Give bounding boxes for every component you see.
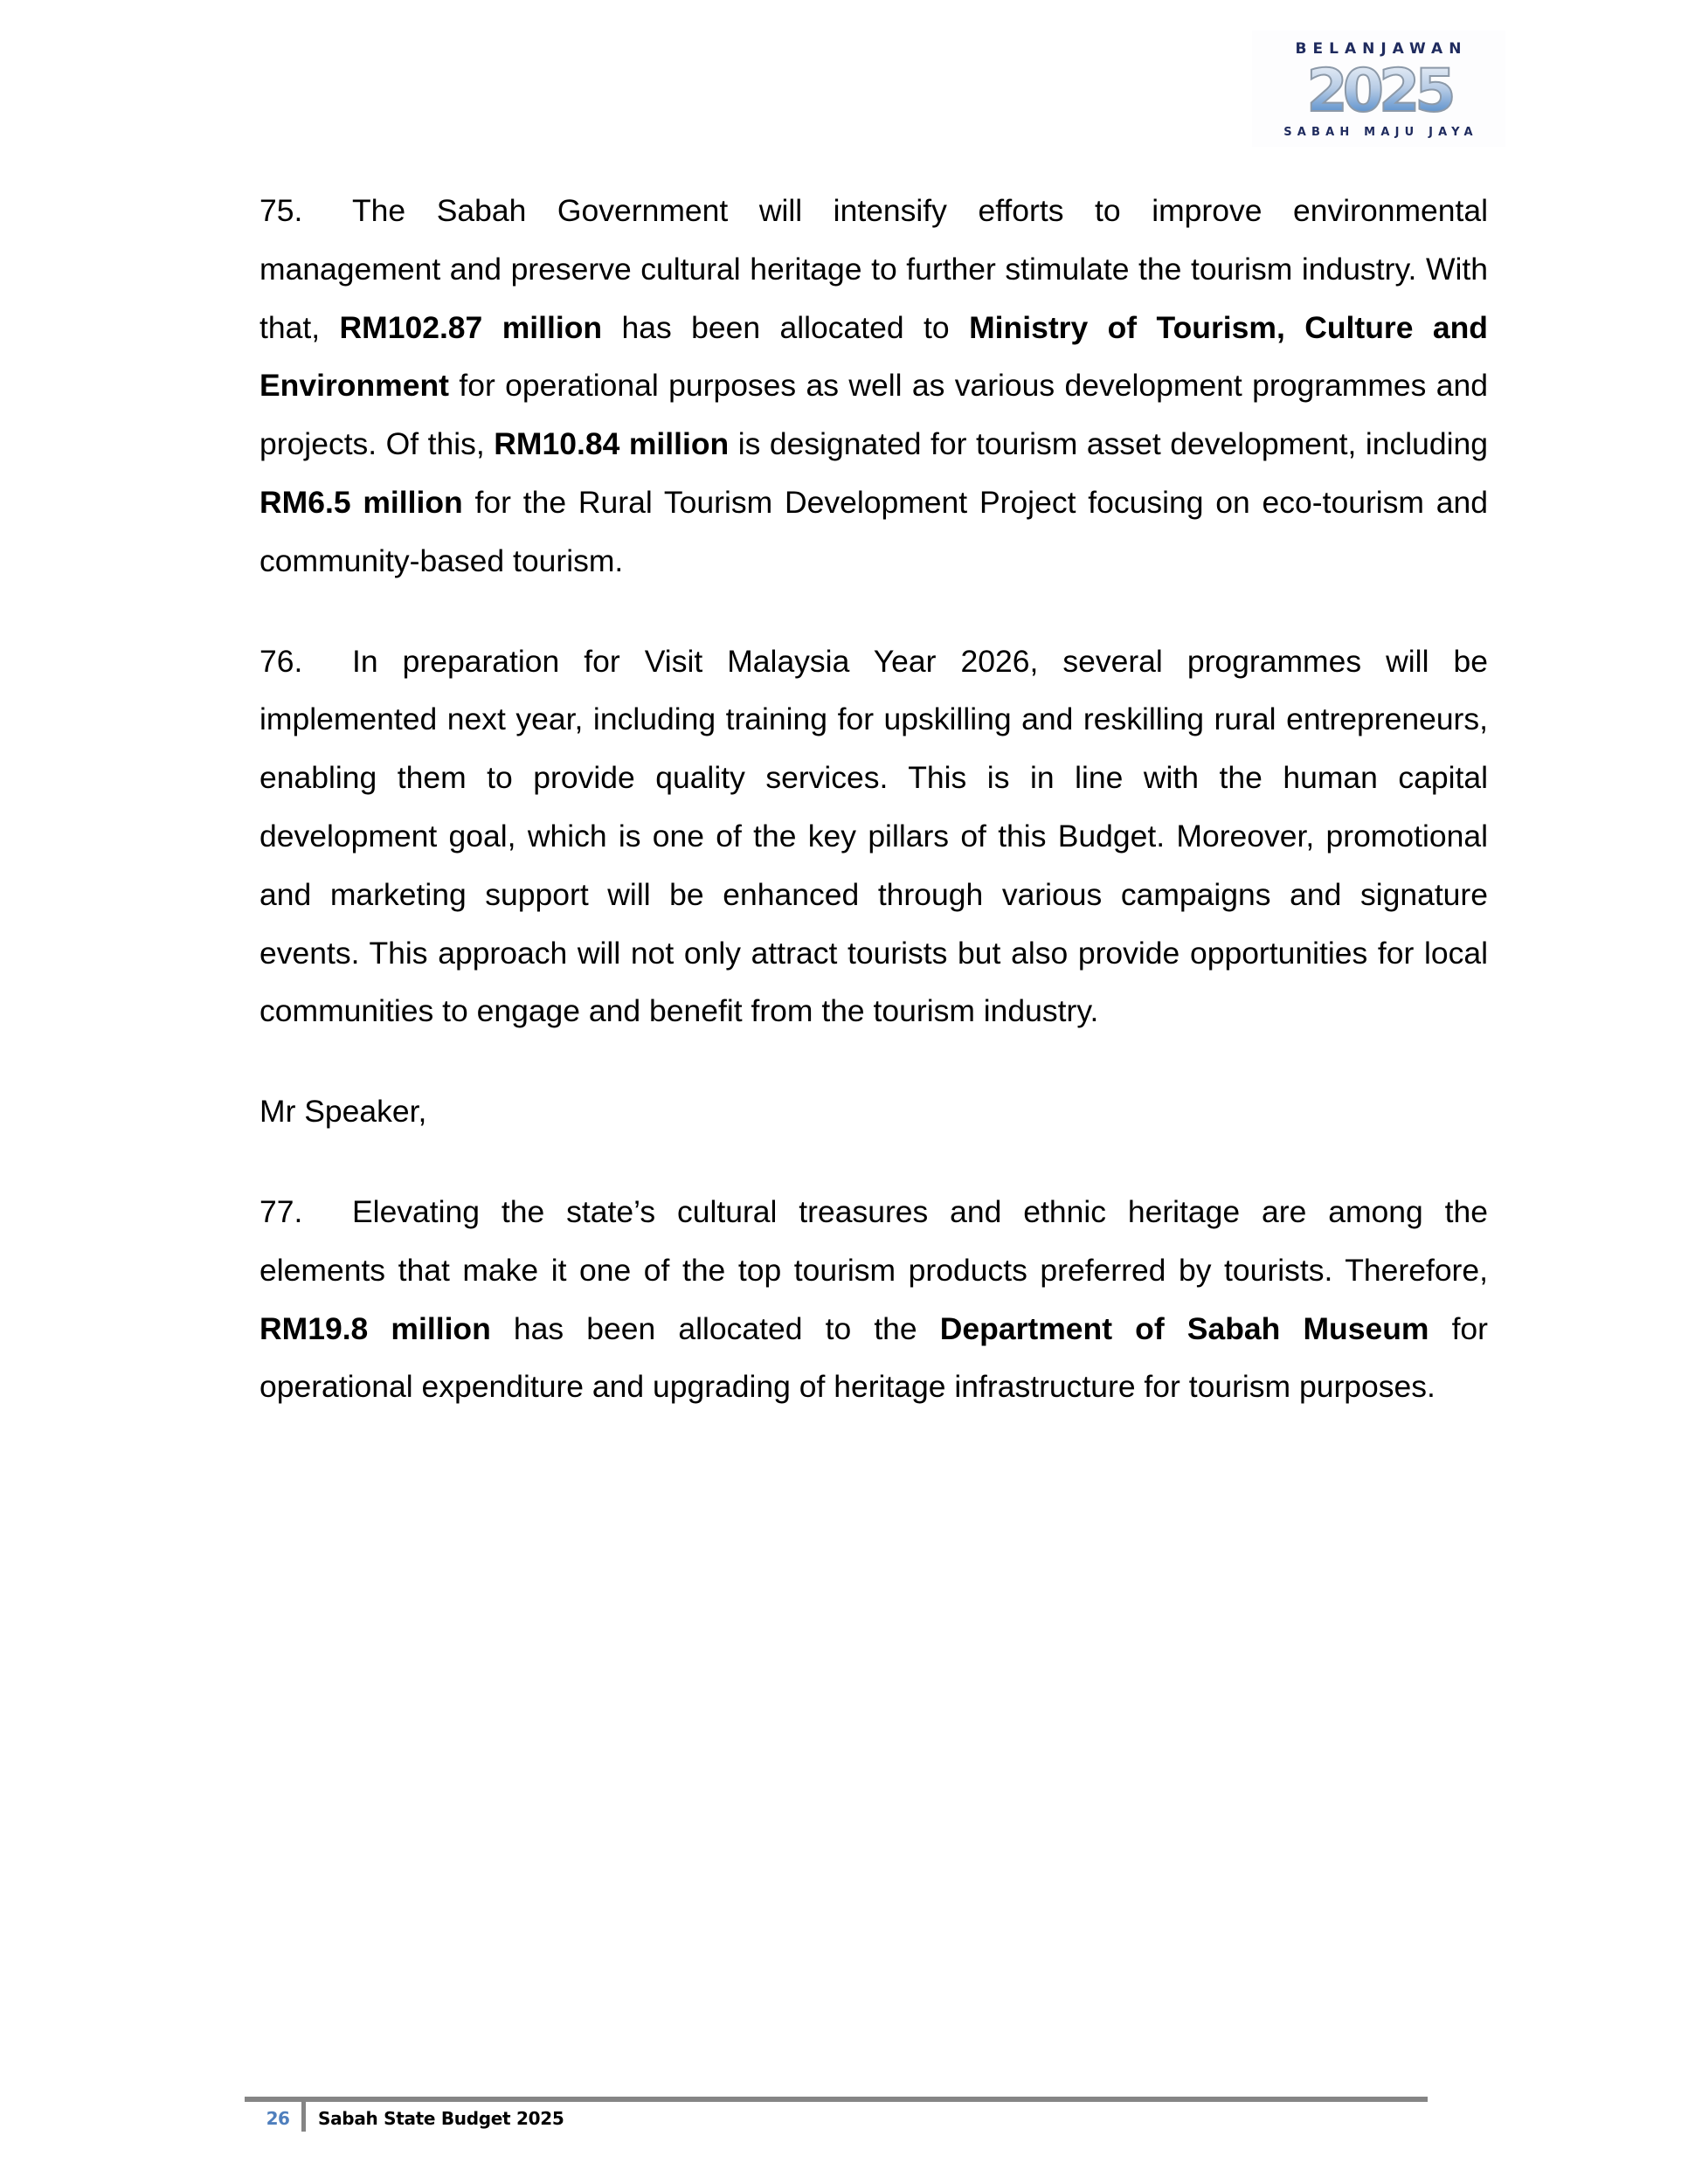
page-number: 26 [266, 2108, 290, 2129]
bold-text: RM102.87 million [339, 309, 603, 345]
bold-text: RM10.84 million [494, 426, 730, 462]
text-run: for operational expenditure and upgrading of heritage infrastructure for tourism purposes. [259, 1310, 1488, 1405]
paragraph-text [259, 193, 1488, 578]
text-run: has been allocated to the [490, 1310, 940, 1346]
paragraph-76 [259, 632, 1488, 1041]
bold-text: RM6.5 million [259, 484, 463, 520]
paragraph-number: 77. [259, 1193, 303, 1229]
text-run: In preparation for Visit Malaysia Year 2026, several programmes will be implemented next year, including training for upskilling and reskilling rural entrepreneurs, enabling them to provide quality services. This is in line with the human capital development goal, which is one of the key pillars of this Budget. Moreover, promotional and marketing support will be enhanced through various campaigns and signature events. This approach will not only attract tourists but also provide opportunities for local communities to engage and benefit from the tourism industry. [259, 643, 1488, 1029]
paragraph-75 [259, 182, 1488, 591]
footer-rule [245, 2097, 1428, 2102]
text-run: for the Rural Tourism Development Project focusing on eco-tourism and community-based tourism. [259, 484, 1488, 578]
logo-year [1252, 62, 1505, 118]
paragraph-text [259, 644, 1488, 1029]
bold-text: RM19.8 million [259, 1310, 491, 1346]
paragraph-77 [259, 1183, 1488, 1416]
bold-text: Department of Sabah Museum [939, 1310, 1429, 1346]
text-run: for operational purposes as well as various development programmes and projects. Of this, [259, 368, 1488, 462]
text-run: Mr Speaker, [259, 1094, 427, 1130]
logo-year-graphic [1278, 62, 1479, 118]
paragraph-number: 75. [259, 193, 303, 228]
paragraph-text [259, 1194, 1488, 1404]
belanjawan-2025-logo [1252, 31, 1505, 147]
text-run: has been allocated to [602, 309, 970, 345]
logo-bottom-text: SABAH MAJU JAYA [1283, 126, 1478, 139]
footer-divider [301, 2097, 306, 2132]
document-body [259, 182, 1488, 1458]
logo-top-text: BELANJAWAN [1295, 40, 1468, 58]
bold-text: Ministry of Tourism, Culture and Environment [259, 309, 1488, 404]
salutation-text [259, 1094, 426, 1129]
text-run: is designated for tourism asset development, including [729, 426, 1488, 462]
text-run: The Sabah Government will intensify efforts to improve environmental management and preserve cultural heritage to further stimulate the tourism industry. With that, [259, 193, 1488, 345]
footer-title: Sabah State Budget 2025 [318, 2108, 564, 2129]
logo-year-text: 2025 [1306, 62, 1451, 118]
paragraph-number: 76. [259, 643, 303, 679]
salutation [259, 1082, 1488, 1141]
text-run: Elevating the state’s cultural treasures and ethnic heritage are among the elements that make it one of the top tourism products preferred by tourists. Therefore, [259, 1193, 1488, 1288]
